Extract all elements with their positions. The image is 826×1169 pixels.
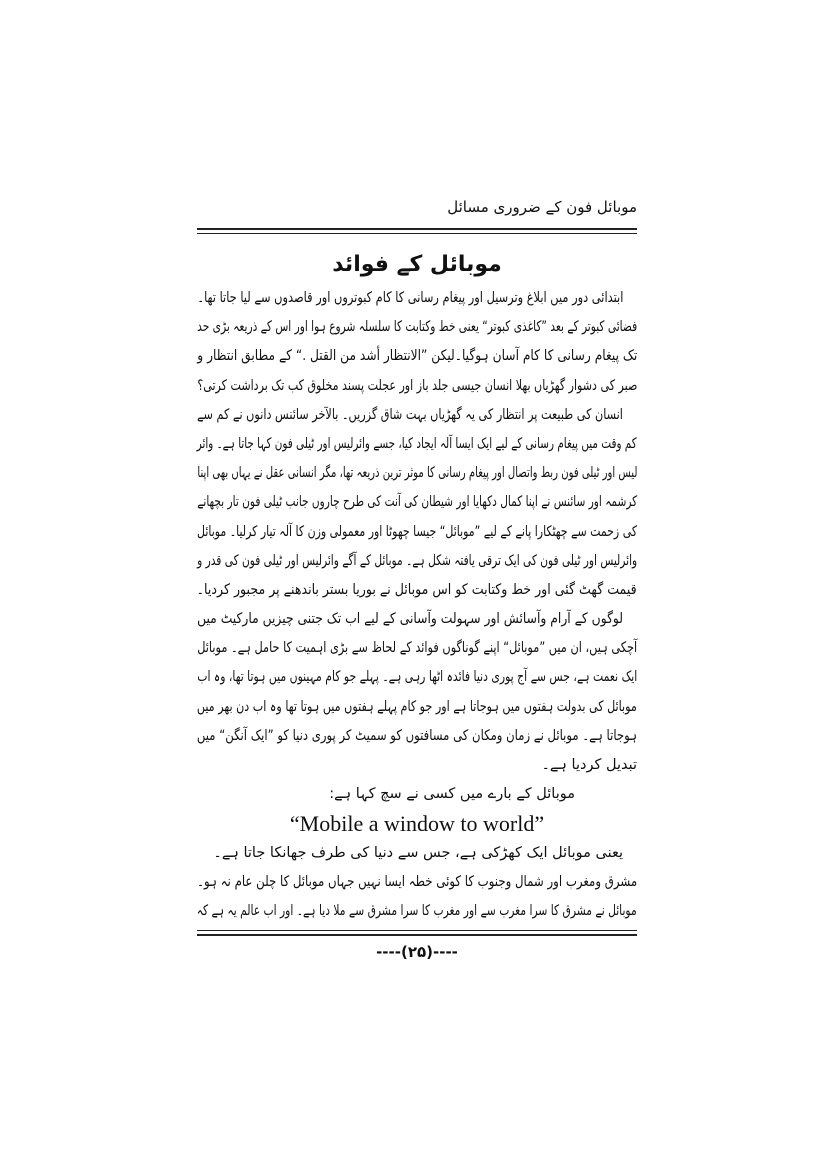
text-line [197, 780, 637, 809]
text-line [197, 342, 637, 371]
text-line-content: مشرق ومغرب اور شمال وجنوب کا کوئی خطہ ایسا نہیں جہاں موبائل کا چلن عام نہ ہو۔ [197, 873, 637, 890]
text-line [197, 576, 637, 605]
text-line [197, 313, 637, 342]
section-title: موبائل کے فوائد [332, 252, 502, 277]
text-line [197, 488, 637, 517]
text-line-content: تبدیل کردیا ہے۔ [541, 757, 637, 773]
text-line-content: موبائل کے بارے میں کسی نے سچ کہا ہے: [329, 786, 575, 803]
text-line-content: فضائی کبوتر کے بعد ”کاغذی کبوتر“ یعنی خط وکتابت کا سلسلہ شروع ہوا اور اس کے ذریعہ بڑی حد [197, 319, 637, 336]
text-line [197, 693, 637, 722]
text-line [197, 284, 637, 313]
text-line-content: کرشمہ اور سائنس نے اپنا کمال دکھایا اور شیطان کی آنت کی طرح چاروں جانب ٹیلی فون تار بچھانے [197, 494, 637, 511]
text-line-content: لوگوں کے آرام وآسائش اور سہولت وآسانی کے لیے اب تک جتنی چیزیں مارکیٹ میں [197, 611, 623, 628]
text-line [197, 430, 637, 459]
text-line-content: موبائل کی بدولت ہفتوں میں ہوجاتا ہے اور جو کام پہلے ہفتوں میں ہوتا تھا وہ اب دن بھر میں [197, 698, 637, 715]
text-line-content: وائرلیس اور ٹیلی فون کی ایک ترقی یافتہ شکل ہے۔ موبائل کے آگے وائرلیس اور ٹیلی فون کی قدر و [197, 552, 637, 569]
text-line-content: صبر کی دشوار گھڑیاں بھلا انسان جیسی جلد باز اور عجلت پسند مخلوق کب تک برداشت کرتی؟ [197, 377, 637, 394]
text-line-content: کم وقت میں پیغام رسانی کے لیے ایک ایسا آلہ ایجاد کیا، جسے وائرلیس اور ٹیلی فون کہا جاتا ہے۔ وائر [196, 435, 637, 452]
text-line [197, 868, 637, 897]
text-line [197, 722, 637, 751]
body-text [197, 284, 637, 926]
text-line [197, 663, 637, 692]
text-line [197, 751, 637, 780]
text-line [197, 459, 637, 488]
text-line [197, 547, 637, 576]
text-line-content: یعنی موبائل ایک کھڑکی ہے، جس سے دنیا کی طرف جھانکا جاتا ہے۔ [213, 844, 623, 861]
text-line-content: “Mobile a window to world” [289, 811, 545, 837]
text-line [197, 372, 637, 401]
text-line-content: ابتدائی دور میں ابلاغ وترسیل اور پیغام رسانی کا کام کبوتروں اور قاصدوں سے لیا جاتا تھا۔ [196, 290, 623, 306]
text-line [197, 809, 637, 838]
text-line-content: موبائل نے مشرق کا سرا مغرب سے اور مغرب کا سرا مشرق سے ملا دیا ہے۔ اور اب عالم یہ ہے کہ [197, 902, 637, 919]
text-line [197, 839, 637, 868]
text-line [197, 634, 637, 663]
text-line [197, 518, 637, 547]
text-line-content: انسان کی طبیعت پر انتظار کی یہ گھڑیاں بہت شاق گزریں۔ بالآخر سائنس دانوں نے کم سے [197, 406, 623, 423]
text-line [197, 605, 637, 634]
text-line-content: ایک نعمت ہے، جس سے آج پوری دنیا فائدہ اٹھا رہی ہے۔ پہلے جو کام مہینوں میں ہوتا تھا، وہ اب [197, 669, 637, 686]
text-line-content: قیمت گھٹ گئی اور خط وکتابت کو اس موبائل نے بوریا بستر باندھنے پر مجبور کردیا۔ [197, 581, 637, 598]
header-rule-thick [197, 228, 637, 230]
text-line-content: تک پیغام رسانی کا کام آسان ہوگیا۔لیکن ”الانتظار أشد من القتل .“ کے مطابق انتظار و [197, 348, 637, 365]
footer-rule-thin [197, 930, 637, 931]
page-number: ----(۲۵)---- [376, 943, 458, 961]
running-head: موبائل فون کے ضروری مسائل [447, 198, 637, 216]
text-line-content: کی زحمت سے چھٹکارا پانے کے لیے ”موبائل“ جیسا چھوٹا اور معمولی وزن کا آلہ تیار کرلیا۔ موبائل [197, 523, 637, 540]
text-line-content: لیس اور ٹیلی فون ربط واتصال اور پیغام رسانی کا موثر ترین ذریعہ تھا، مگر انسانی عقل نے یہاں بھی اپنا [197, 465, 637, 482]
footer-rule-thick [197, 934, 637, 936]
header-rule-thin [197, 233, 637, 234]
document-page [197, 0, 637, 1169]
text-line [197, 401, 637, 430]
text-line-content: ہوجاتا ہے۔ موبائل نے زمان ومکان کی مسافتوں کو سمیٹ کر پوری دنیا کو ”ایک آنگن“ میں [197, 727, 637, 744]
text-line [197, 897, 637, 926]
text-line-content: آچکی ہیں، ان میں ”موبائل“ اپنے گوناگوں فوائد کے لحاظ سے بڑی اہمیت کا حامل ہے۔ موبائل [197, 640, 637, 657]
